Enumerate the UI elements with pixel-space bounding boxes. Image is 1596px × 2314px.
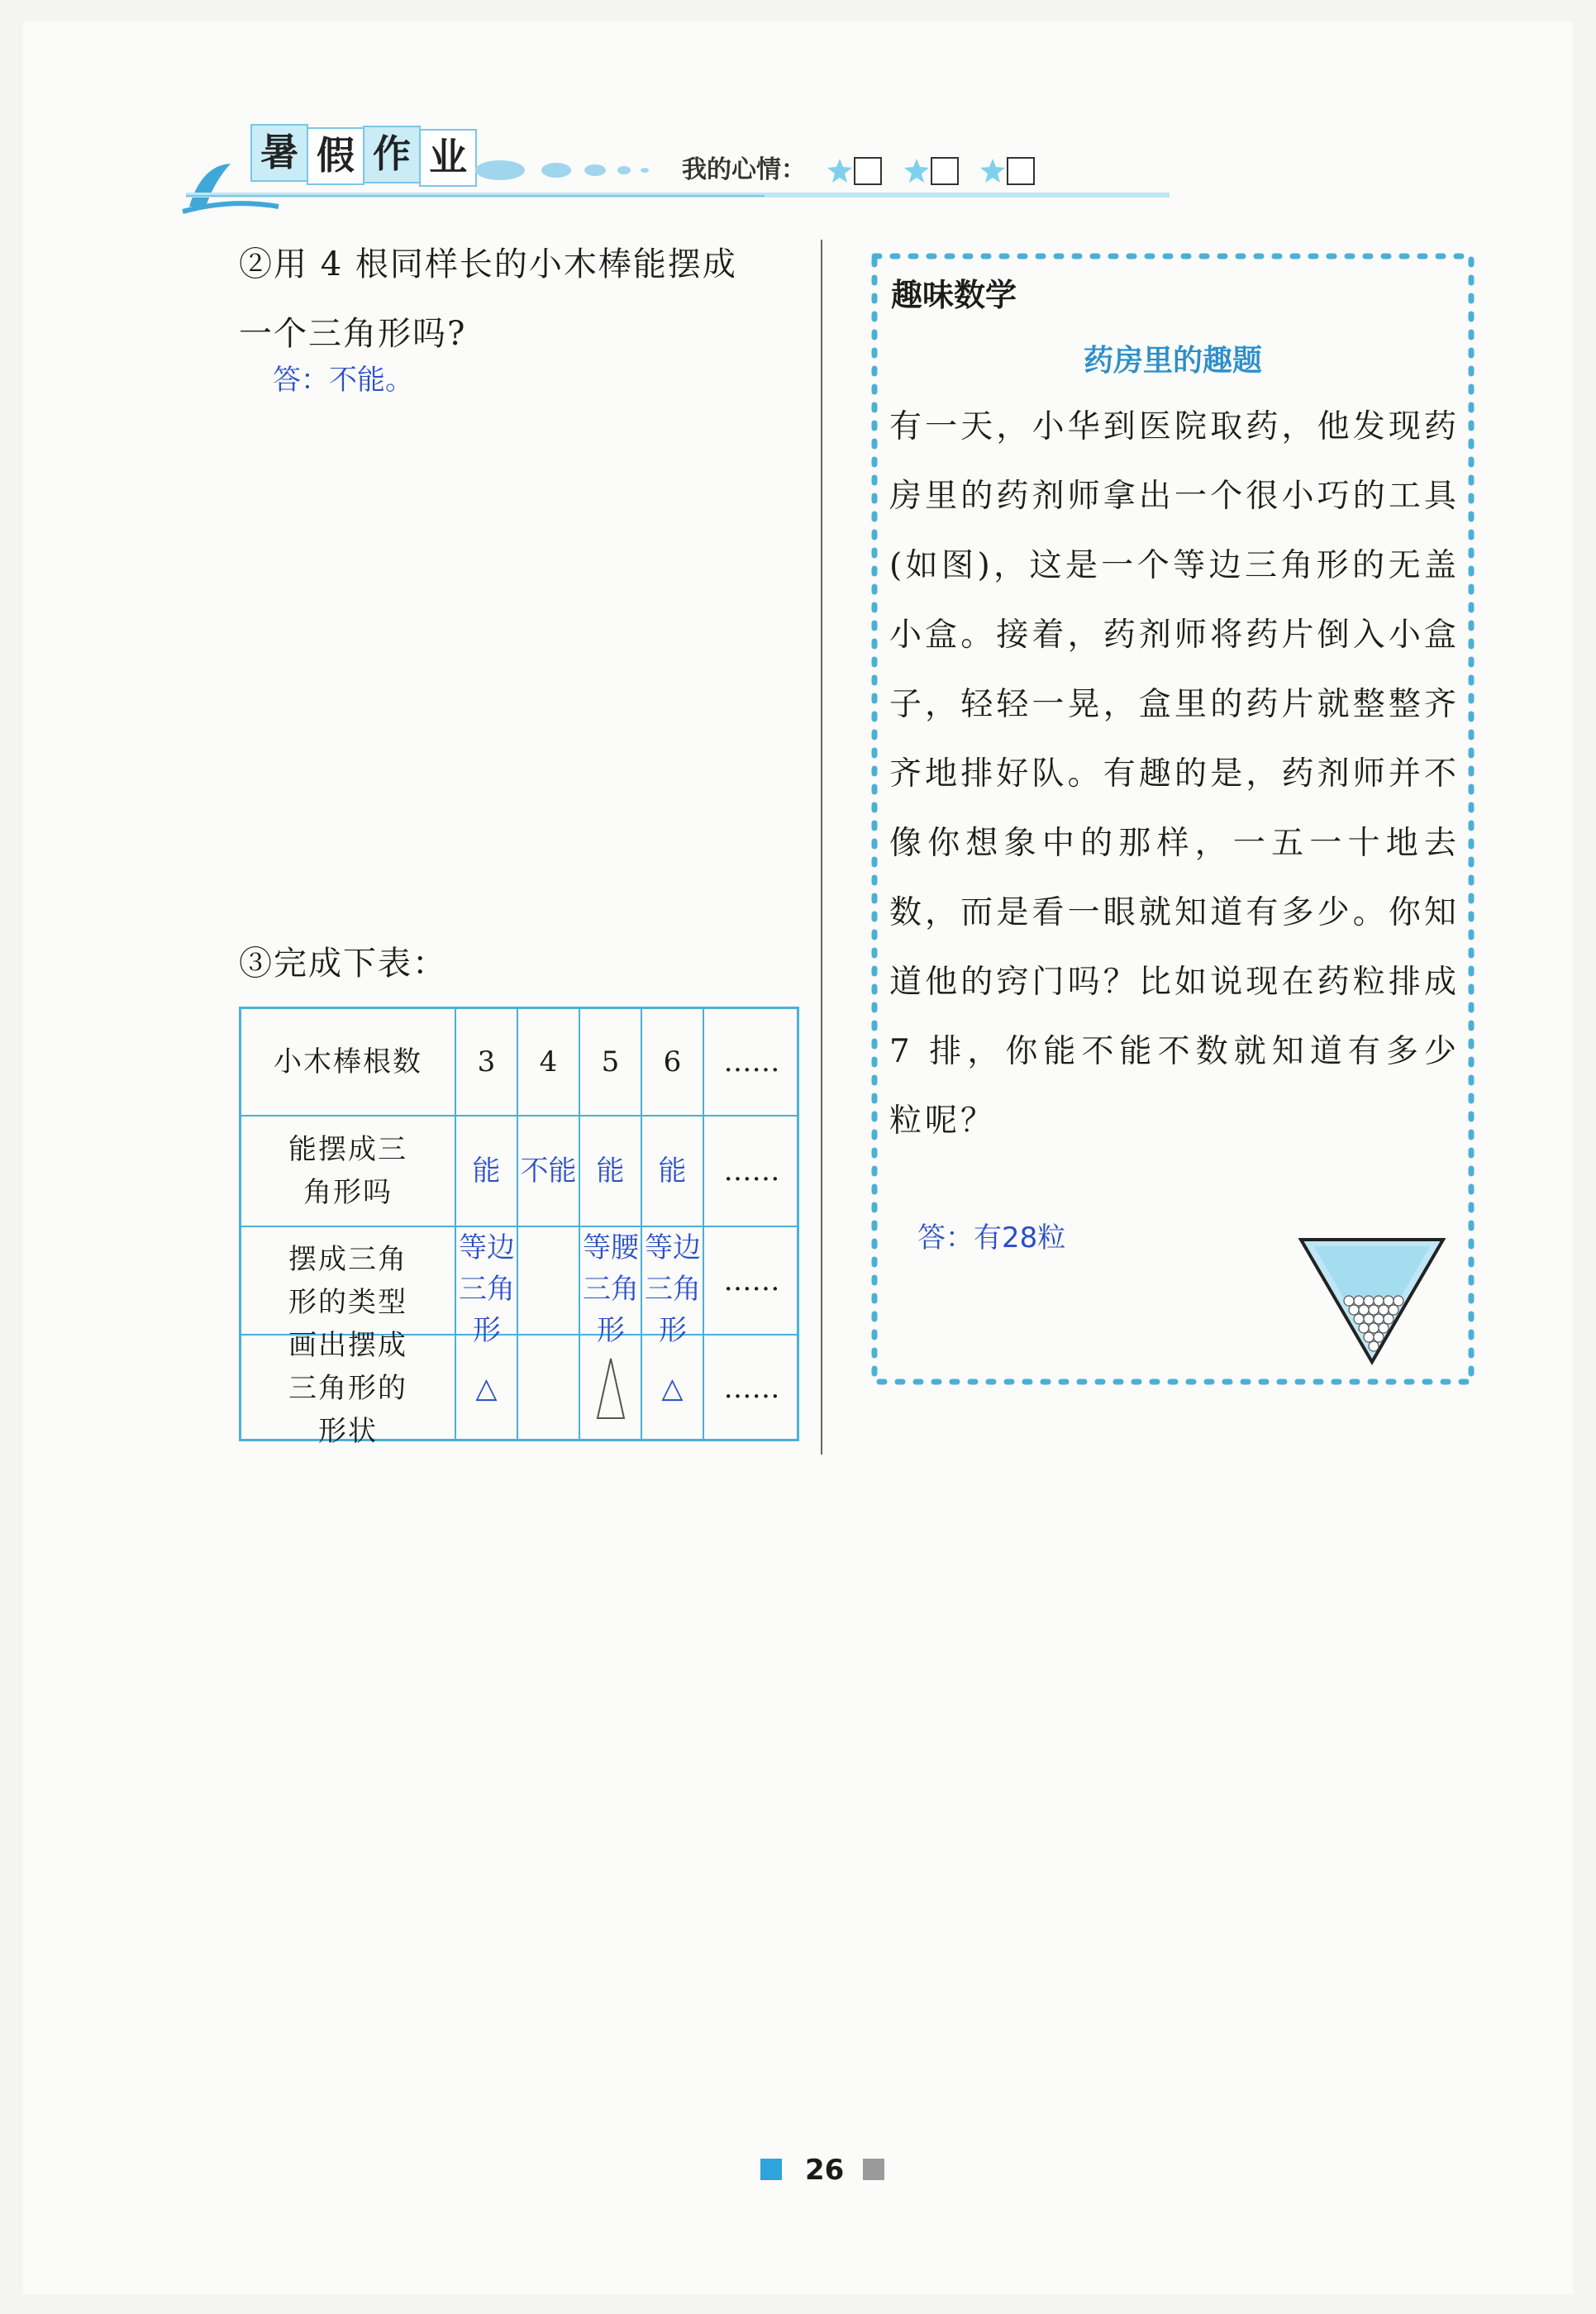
fun-math-paragraph: 有一天，小华到医院取药，他发现药房里的药剂师拿出一个很小巧的工具(如图)，这是一个等边三角形的无盖小盒。接着，药剂师将药片倒入小盒子，轻轻一晃，盒里的药片就整整齐齐地排好队。有趣的是，药剂师并不像你想象中的那样，一五一十地去数，而是看一眼就知道有多少。你知道他的窍门吗？比如说现在药粒排成 7 排，你能不能不数就知道有多少粒呢？ xyxy=(889,408,1460,1140)
can-form-answer: 能 xyxy=(472,1155,501,1188)
can-form-answer: 不能 xyxy=(520,1155,577,1188)
logo-char-1: 暑 xyxy=(250,124,308,182)
page-number: 26 xyxy=(805,2154,845,2187)
fun-math-title: 趣味数学 xyxy=(891,277,1017,313)
decorative-bubbles-icon xyxy=(475,159,657,183)
triangle-type-answer xyxy=(518,1227,579,1334)
mood-checkbox-sad[interactable] xyxy=(1007,157,1035,185)
stick-count-cell: 5 xyxy=(601,1045,620,1078)
mood-label: 我的心情： xyxy=(682,155,806,184)
mood-happy[interactable] xyxy=(826,156,882,186)
happy-star-icon xyxy=(826,157,854,185)
stick-count-cell: 4 xyxy=(539,1045,558,1078)
mood-tracker xyxy=(682,149,1035,185)
triangle-type-text: 等边三角形 xyxy=(645,1231,701,1347)
logo-char-2: 假 xyxy=(307,127,364,185)
question-2-answer: 答：不能。 xyxy=(273,364,413,397)
row-header-count xyxy=(241,1009,455,1115)
ellipsis-cell: …… xyxy=(723,1372,780,1405)
row-header-text: 小木棒根数 xyxy=(274,1045,422,1078)
logo-char-4: 业 xyxy=(419,129,477,187)
triangle-type-answer xyxy=(582,1227,640,1347)
row-header-can-form xyxy=(241,1117,455,1226)
mood-checkbox-happy[interactable] xyxy=(854,157,882,185)
page-header xyxy=(186,124,1170,207)
can-form-answer: 能 xyxy=(658,1155,687,1188)
row-header-text: 摆成三角形的类型 xyxy=(288,1242,407,1319)
mood-neutral[interactable] xyxy=(903,156,959,186)
row-header-text: 画出摆成三角形的形状 xyxy=(288,1329,407,1448)
row-header-text: 能摆成三角形吗 xyxy=(288,1133,407,1209)
mood-checkbox-neutral[interactable] xyxy=(931,157,959,185)
ellipsis-cell: …… xyxy=(723,1264,780,1297)
can-form-answer: 能 xyxy=(596,1155,625,1188)
sad-star-icon xyxy=(979,157,1007,185)
row-header-type xyxy=(241,1227,455,1334)
page-marker-gray xyxy=(863,2159,884,2180)
isosceles-triangle-drawing xyxy=(580,1336,641,1441)
triangle-type-text: 等边三角形 xyxy=(459,1231,515,1347)
fun-math-answer: 答：有28粒 xyxy=(917,1221,1066,1255)
triangle-type-answer xyxy=(458,1227,516,1347)
page-marker-blue xyxy=(760,2159,782,2180)
triangle-shape-drawing: △ xyxy=(475,1372,498,1405)
triangle-type-answer xyxy=(644,1227,702,1347)
mood-sad[interactable] xyxy=(979,156,1035,186)
column-divider xyxy=(821,240,822,1455)
sticks-table xyxy=(239,1007,799,1448)
ellipsis-cell: …… xyxy=(723,1155,780,1188)
question-2-line-2: 一个三角形吗? xyxy=(239,315,467,353)
fun-math-subtitle: 药房里的趣题 xyxy=(1083,343,1262,378)
question-2-line-1: ②用 4 根同样长的小木棒能摆成 xyxy=(239,245,737,283)
row-header-shape xyxy=(241,1329,455,1448)
logo-char-3: 作 xyxy=(363,126,421,183)
ellipsis-cell: …… xyxy=(723,1045,780,1078)
triangle-type-text: 等腰三角形 xyxy=(583,1231,639,1347)
pill-box-triangle-icon xyxy=(1298,1235,1446,1367)
triangle-shape-drawing: △ xyxy=(661,1372,684,1405)
triangle-shape-drawing xyxy=(518,1336,579,1441)
header-underline xyxy=(186,188,1170,202)
stick-count-cell: 6 xyxy=(663,1045,682,1078)
neutral-star-icon xyxy=(903,157,931,185)
question-3-label: ③完成下表： xyxy=(239,945,447,983)
stick-count-cell: 3 xyxy=(477,1045,496,1078)
tall-triangle-icon xyxy=(594,1355,627,1421)
